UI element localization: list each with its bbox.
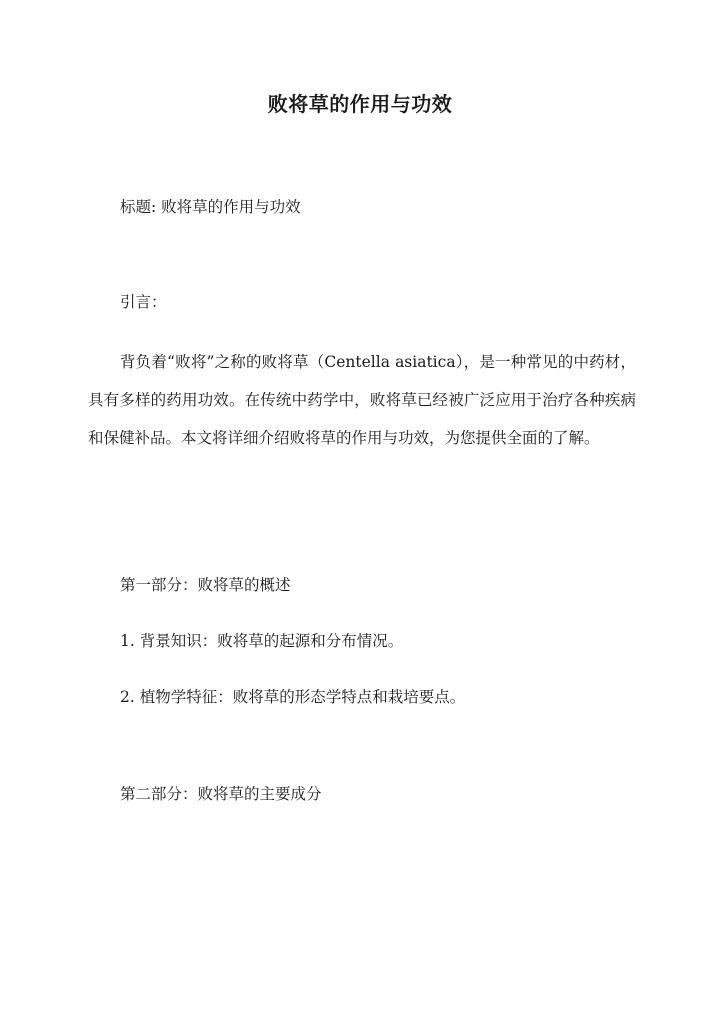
document-title: 败将草的作用与功效 [267, 92, 453, 116]
subject-line: 标题: 败将草的作用与功效 [120, 198, 301, 216]
intro-paragraph: 背负着“败将”之称的败将草（Centella asiatica），是一种常见的中药材，具有多样的药用功效。在传统中药学中，败将草已经被广泛应用于治疗各种疾病和保健补品。本文将详细介绍败将草的作用与功效，为您提供全面的了解。 [88, 353, 636, 447]
intro-heading: 引言： [120, 293, 167, 311]
part1-item: 1. 背景知识：败将草的起源和分布情况。 [120, 632, 404, 650]
part1-item: 2. 植物学特征：败将草的形态学特点和栽培要点。 [120, 688, 466, 706]
part2-heading: 第二部分：败将草的主要成分 [120, 785, 322, 803]
part1-heading: 第一部分：败将草的概述 [120, 576, 291, 594]
